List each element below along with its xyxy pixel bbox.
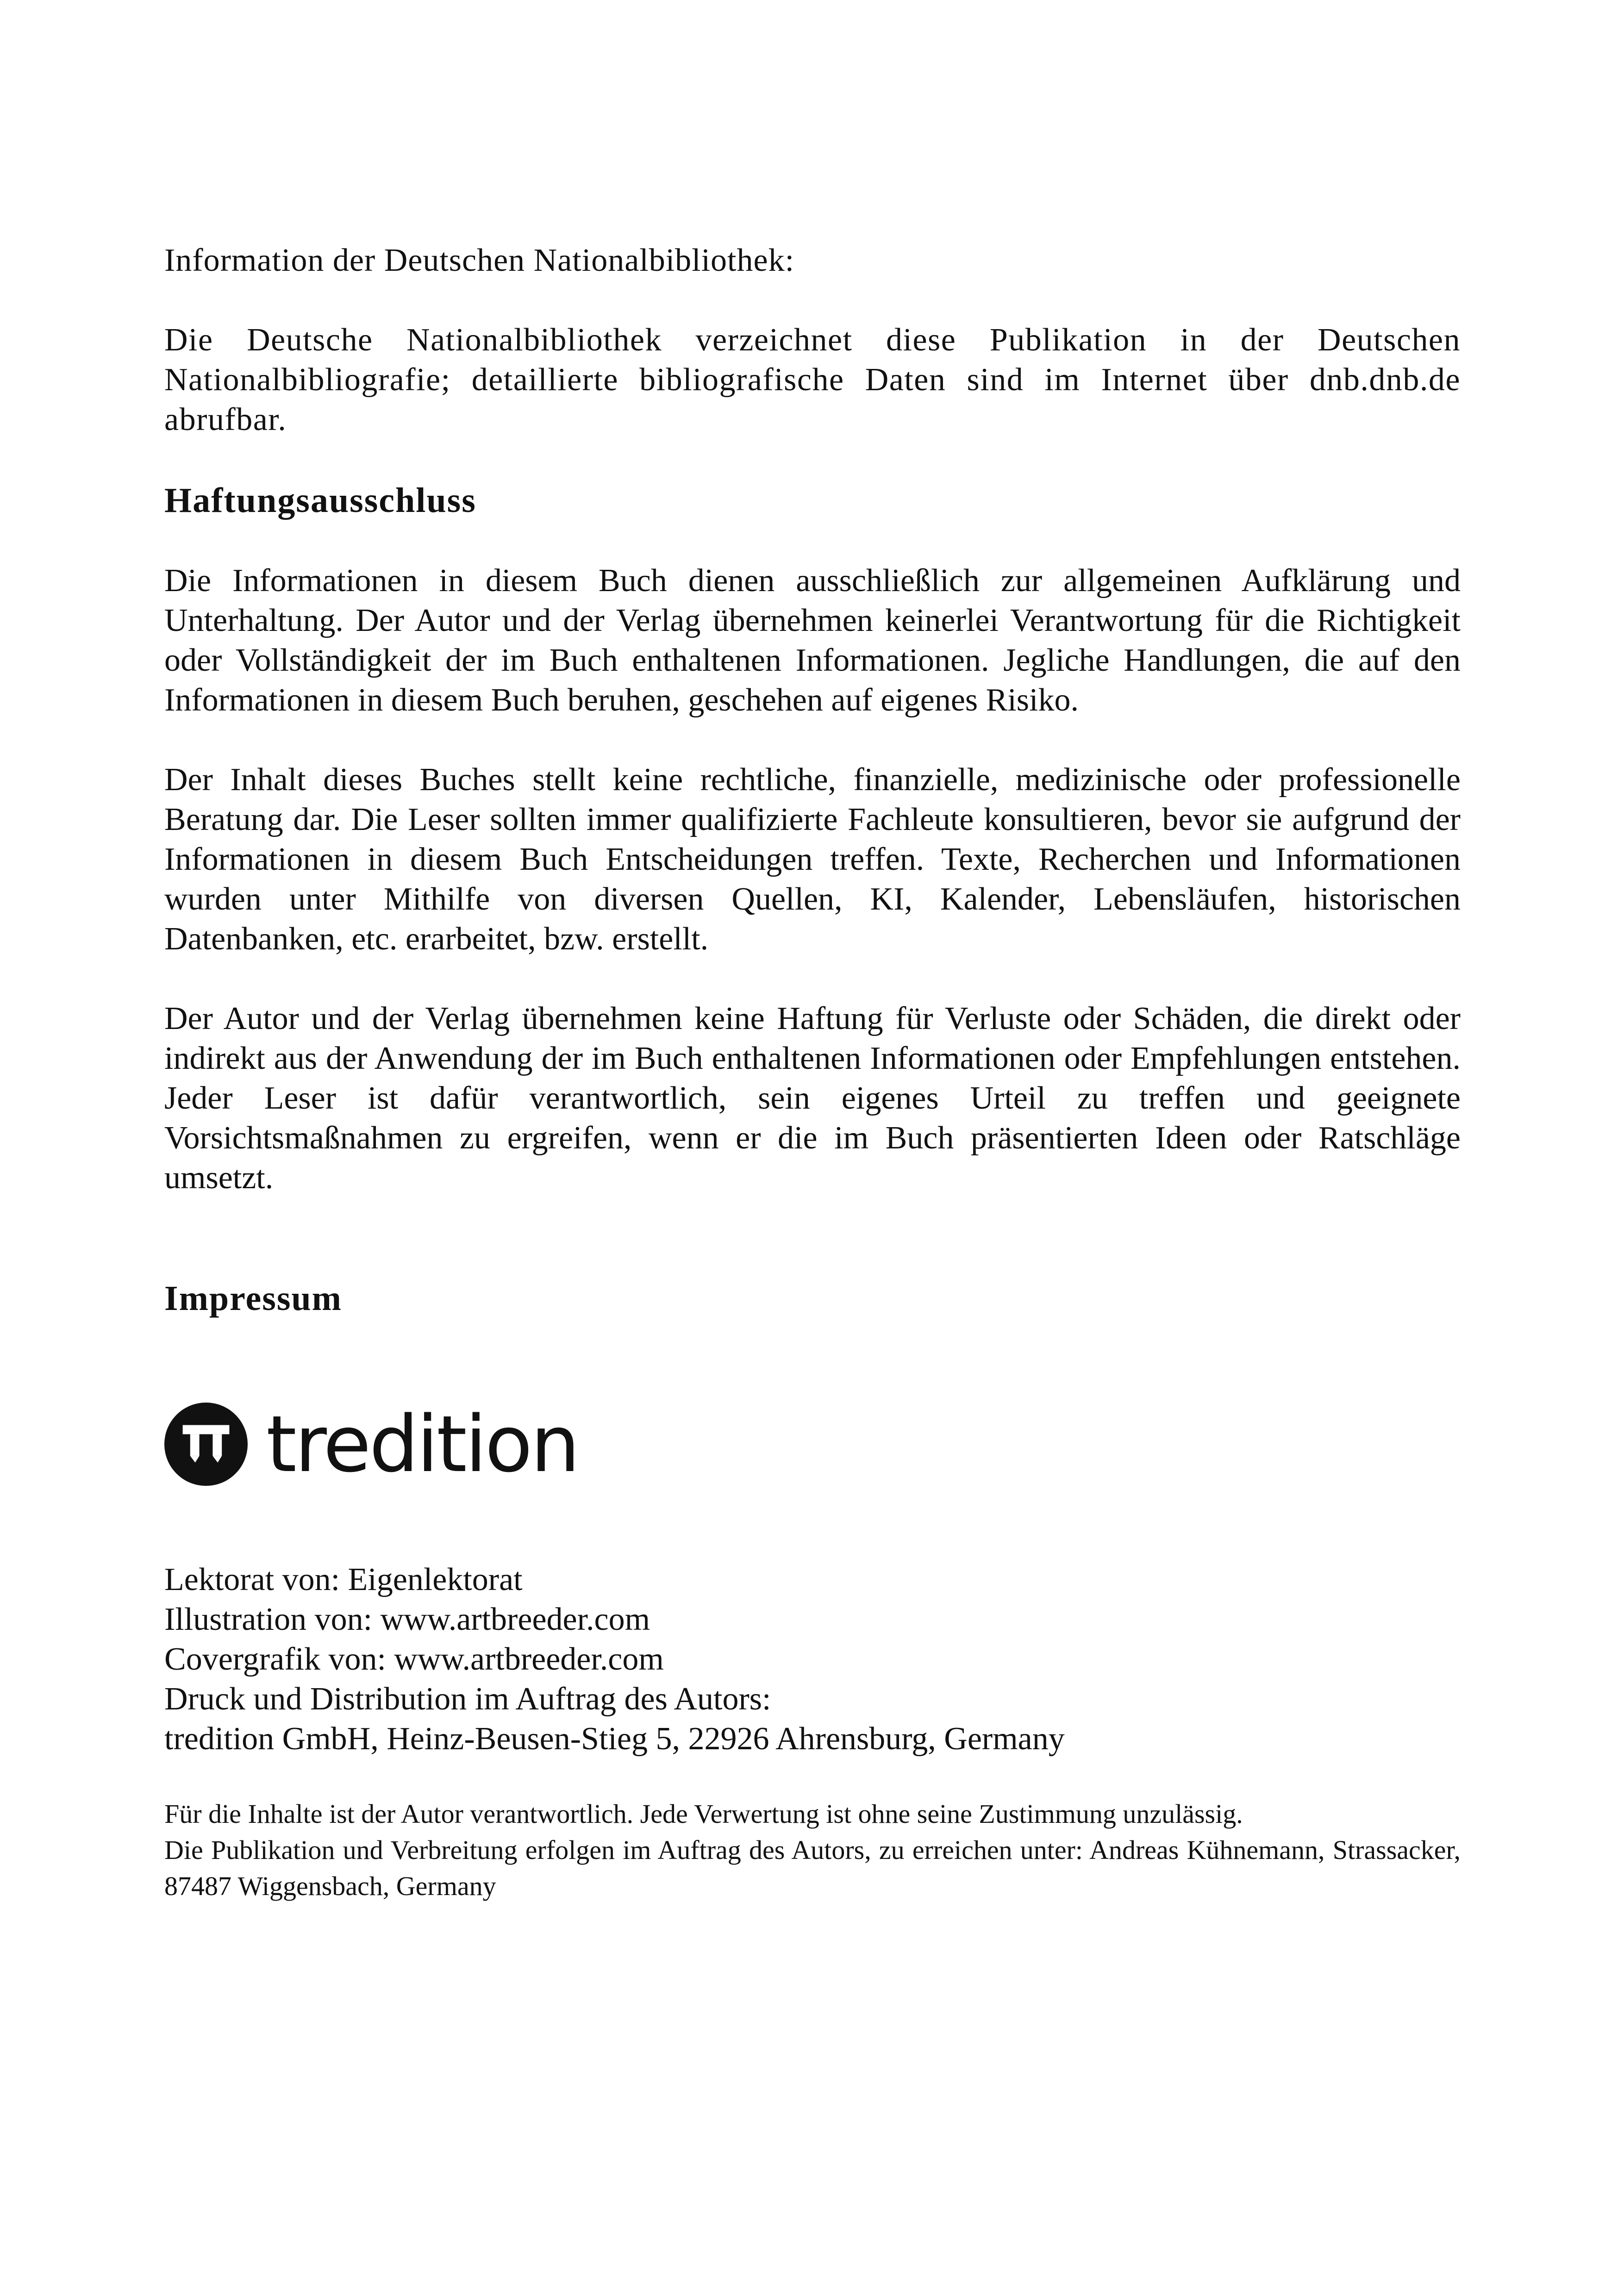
impressum-heading: Impressum — [164, 1279, 342, 1318]
credit-line: tredition GmbH, Heinz-Beusen-Stieg 5, 22926 Ahrensburg, Germany — [164, 1721, 1065, 1757]
disclaimer-paragraph-1: Die Informationen in diesem Buch dienen ausschließlich zur allgemeinen Aufklärung und Unterhaltung. Der Autor und der Verlag übernehmen keinerlei Verantwortung für die Richtigkeit oder Vollständigkeit der im Buch enthaltenen Informationen. Jegliche Handlungen, die auf den Informationen in diesem Buch beruhen, geschehen auf eigenes Risiko. — [164, 563, 1461, 718]
spacer — [164, 440, 1461, 480]
dnb-heading: Information der Deutschen Nationalbibliothek: — [164, 243, 795, 278]
spacer — [164, 720, 1461, 760]
publisher-logo — [164, 1398, 1461, 1491]
credit-line: Lektorat von: Eigenlektorat — [164, 1562, 523, 1597]
dnb-text: Die Deutsche Nationalbibliothek verzeichnet diese Publikation in der Deutschen Nationalbibliografie; detaillierte bibliografische Daten sind im Internet über dnb.dnb.de abrufbar. — [164, 322, 1461, 437]
credit-line: Illustration von: www.artbreeder.com — [164, 1602, 650, 1637]
credit-line: Druck und Distribution im Auftrag des Autors: — [164, 1681, 771, 1717]
spacer — [164, 1238, 1461, 1278]
copyright-page — [164, 241, 1461, 1904]
disclaimer-paragraph-3: Der Autor und der Verlag übernehmen keine Haftung für Verluste oder Schäden, die direkt oder indirekt aus der Anwendung der im Buch enthaltenen Informationen oder Empfehlungen entstehen. Jeder Leser ist dafür verantwortlich, sein eigenes Urteil zu treffen und geeignete Vorsichtsmaßnahmen zu ergreifen, wenn er die im Buch präsentierten Ideen oder Ratschläge umsetzt. — [164, 1001, 1461, 1196]
spacer — [164, 959, 1461, 999]
fine-print-line: Für die Inhalte ist der Autor verantwortlich. Jede Verwertung ist ohne seine Zustimmung unzulässig. — [164, 1799, 1243, 1829]
credit-line: Covergrafik von: www.artbreeder.com — [164, 1641, 664, 1677]
credits-block — [164, 1560, 1461, 1759]
fine-print-line: Die Publikation und Verbreitung erfolgen im Auftrag des Autors, zu erreichen unter: Andreas Kühnemann, Strassacker, 87487 Wiggensbach, Germany — [164, 1835, 1461, 1901]
logo-wordmark: tredition — [266, 1399, 578, 1490]
spacer — [164, 1198, 1461, 1238]
disclaimer-paragraph-2: Der Inhalt dieses Buches stellt keine rechtliche, finanzielle, medizinische oder professionelle Beratung dar. Die Leser sollten immer qualifizierte Fachleute konsultieren, bevor sie aufgrund der Informationen in diesem Buch Entscheidungen treffen. Texte, Recherchen und Informationen wurden unter Mithilfe von diversen Quellen, KI, Kalender, Lebensläufen, historischen Datenbanken, etc. erarbeitet, bzw. erstellt. — [164, 762, 1461, 957]
fine-print — [164, 1796, 1461, 1904]
tredition-logo-icon — [164, 1403, 248, 1486]
disclaimer-heading: Haftungsausschluss — [164, 481, 476, 520]
spacer — [164, 521, 1461, 561]
